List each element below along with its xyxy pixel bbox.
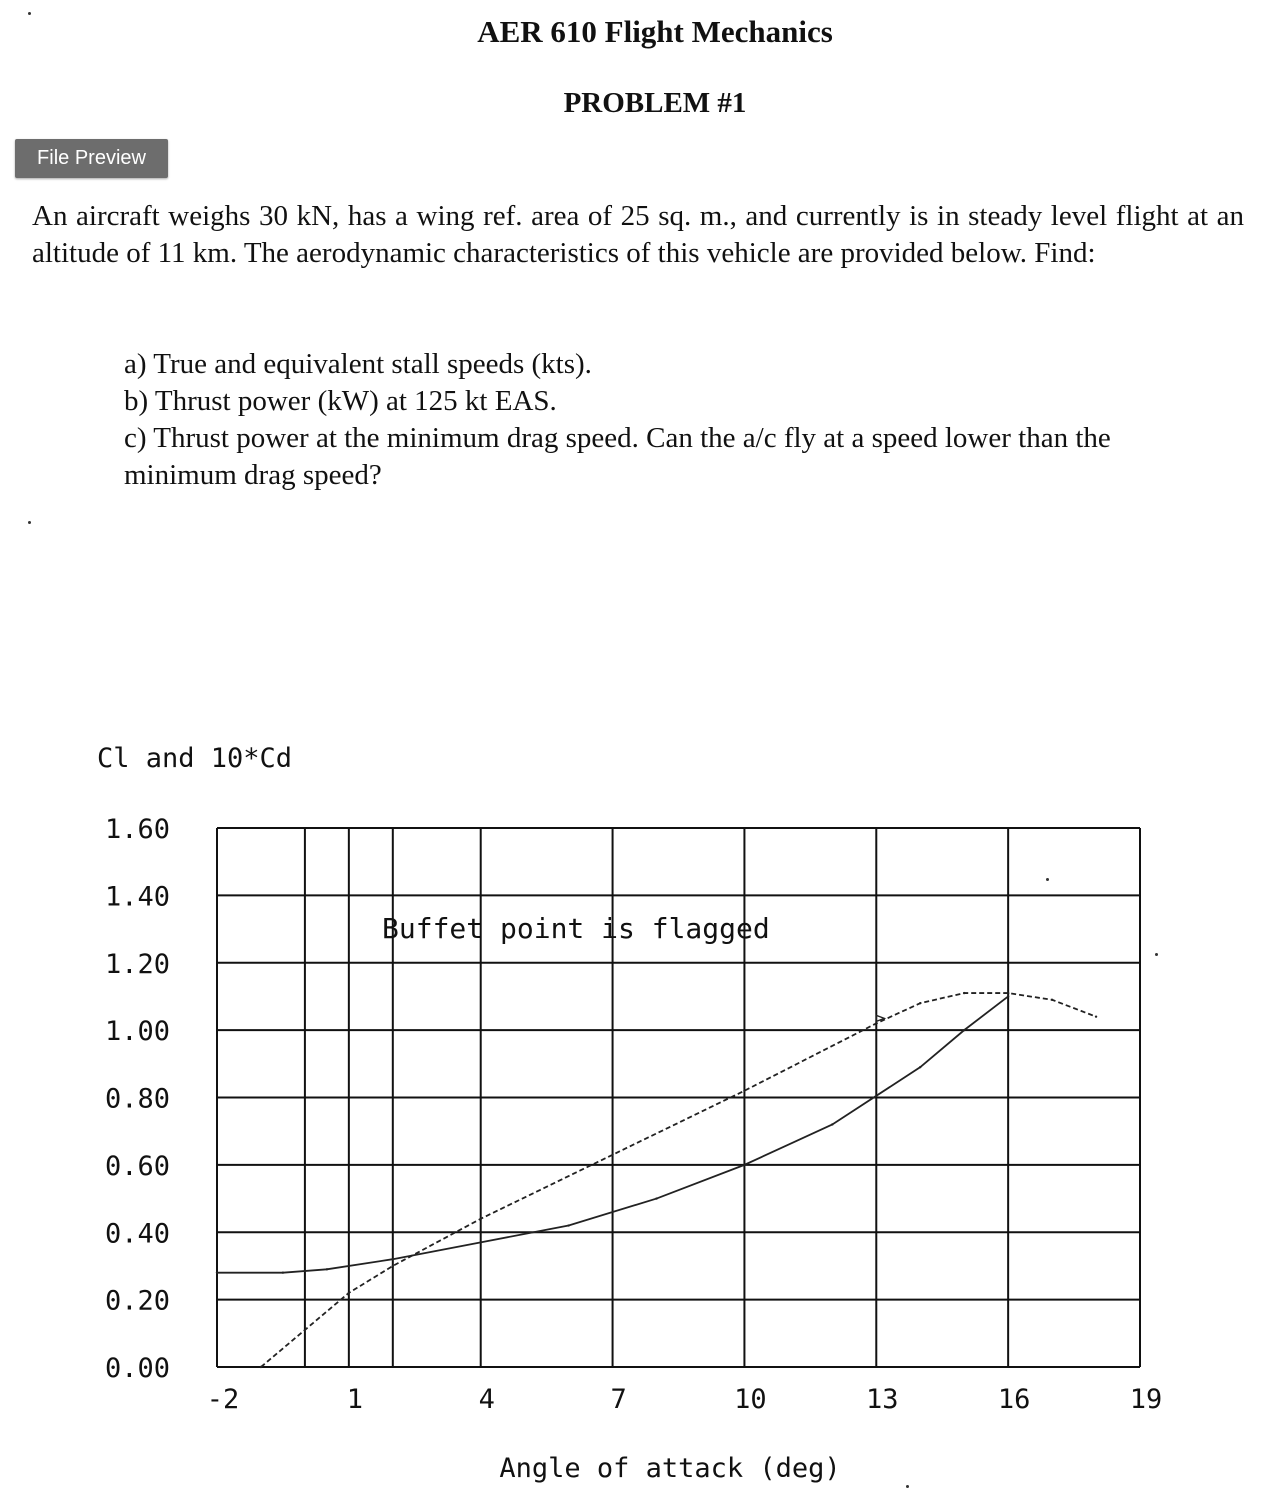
y-tick-label: 0.20 [104,1285,170,1317]
question-a: a) True and equivalent stall speeds (kts). [124,348,592,380]
data-point [348,1292,350,1294]
x-tick-label: -2 [206,1384,240,1415]
y-tick-label: 0.40 [104,1218,170,1250]
data-point [480,1218,482,1220]
data-point [567,1224,569,1226]
y-tick-label: 0.00 [104,1353,170,1384]
data-point [963,1029,965,1031]
file-preview-button[interactable]: File Preview [15,139,168,178]
chart-labels [97,743,1162,1484]
x-axis-label: Angle of attack (deg) [499,1453,841,1484]
x-tick-label: 4 [478,1384,495,1415]
question-list [124,346,1164,494]
y-tick-label: 1.20 [104,948,170,980]
x-tick-label: 19 [1129,1384,1163,1415]
data-point [1007,995,1009,997]
chart [0,730,1268,1500]
data-point [216,1271,218,1273]
data-point [919,1066,921,1068]
data-point [743,1090,745,1092]
question-c: c) Thrust power at the minimum drag speed. Can the a/c fly at a speed lower than the minimum drag speed? [124,422,1111,491]
scan-speck [28,12,31,15]
y-tick-label: 0.60 [104,1150,170,1182]
scan-speck [28,521,31,524]
data-point [392,1265,394,1267]
data-point [282,1271,284,1273]
chart-canvas [0,730,1268,1500]
x-tick-label: 1 [346,1384,363,1415]
data-point [1095,1015,1097,1017]
data-point [743,1164,745,1166]
chart-title: Cl and 10*Cd [97,743,293,774]
data-point [919,1002,921,1004]
question-b: b) Thrust power (kW) at 125 kt EAS. [124,385,557,417]
data-point [963,992,965,994]
problem-statement: An aircraft weighs 30 kN, has a wing ref. area of 25 sq. m., and currently is in steady level flight at an altitude of 11 km. The aerodynamic characteristics of this vehicle are provided below. Find: [32,200,1244,269]
y-tick-label: 1.40 [104,881,170,913]
data-point [326,1268,328,1270]
chart-grid [217,828,1140,1367]
y-tick-label: 0.80 [104,1083,170,1115]
problem-heading: PROBLEM #1 [563,87,747,119]
data-point [260,1366,262,1368]
buffet-annotation: Buffet point is flagged [382,912,770,945]
data-point [392,1258,394,1260]
y-tick-label: 1.60 [104,814,170,845]
document-title: AER 610 Flight Mechanics [477,14,833,49]
series-line-cl [261,993,1096,1367]
x-tick-label: 10 [734,1384,767,1415]
data-point [655,1197,657,1199]
data-point [480,1241,482,1243]
x-tick-label: 16 [997,1384,1031,1415]
data-point [831,1123,833,1125]
y-tick-label: 1.00 [104,1016,170,1048]
x-tick-label: 7 [610,1384,627,1415]
data-point [1051,999,1053,1001]
data-point [611,1154,613,1156]
data-point [1007,992,1009,994]
x-tick-label: 13 [866,1384,899,1415]
data-point [875,1022,877,1024]
